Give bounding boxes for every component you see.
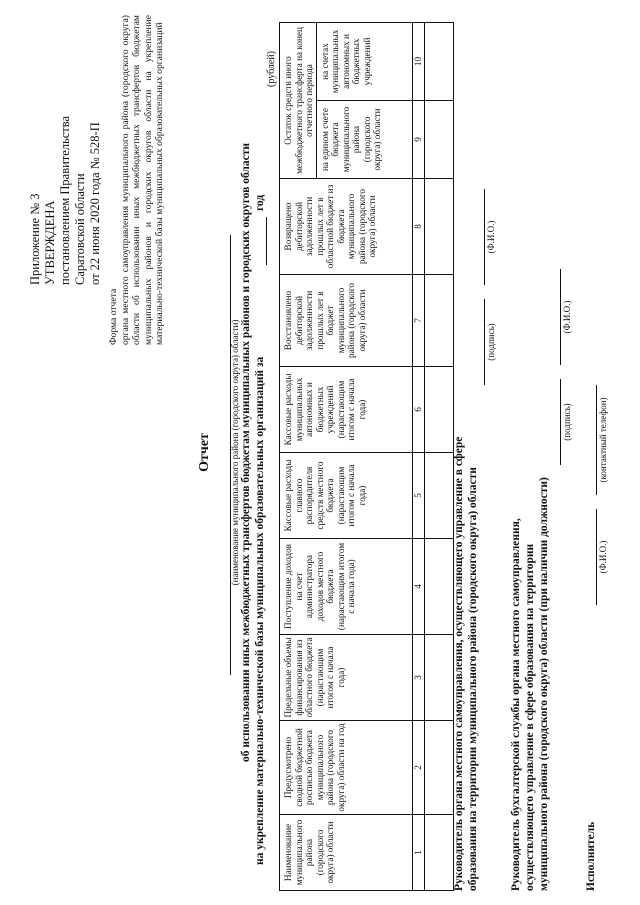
table-cell <box>425 179 454 275</box>
executor-phone-line <box>596 385 597 495</box>
column-number: 7 <box>413 275 425 367</box>
head-name-line <box>484 189 485 285</box>
report-table <box>279 22 454 891</box>
head-signature-line <box>484 299 485 385</box>
unit-note: (рублей) <box>266 50 277 87</box>
head-signature-label: Руководитель органа местного самоуправления, осуществляющего управление в сфере образования на территории муниципального района (городского округа) области <box>453 436 479 891</box>
column-number: 2 <box>413 721 425 815</box>
form-description-text: органа местного самоуправления муниципального района (городского округа) области об использовании иных межбюджетных трансфертов бюджетам муниципальных районов и городских округов области на укрепление материально-технической базы муниципальных образовательных организаций <box>119 15 165 345</box>
executor-name-line <box>596 509 597 605</box>
column-number: 8 <box>413 179 425 275</box>
report-subject-line-2: на укрепление материально-технической базы муниципальных образовательных организаций за <box>254 356 266 865</box>
table-cell <box>425 453 454 539</box>
table-cell <box>425 275 454 367</box>
column-number-row <box>413 22 425 890</box>
header-cell-8: Возвращено дебиторской задолженности прошлых лет в областной бюджет из бюджета муниципального района (городского округа) области <box>280 179 413 275</box>
header-group-remaining: Остаток средств иного межбюджетного трансферта на конец отчетного периода <box>280 22 317 178</box>
header-cell-10: на счетах муниципальных автономных и бюджетных учреждений <box>316 22 413 100</box>
table-cell <box>425 721 454 815</box>
approved-label: УТВЕРЖДЕНА <box>43 200 57 285</box>
header-cell-5: Кассовые расходы главного распорядителя средств местного бюджета (нарастающим итогом с начала года) <box>280 453 413 539</box>
phone-caption: (контактный телефон) <box>598 397 608 483</box>
name-caption: (Ф.И.О.) <box>598 540 608 574</box>
appendix-number: Приложение № 3 <box>28 193 42 285</box>
approval-block <box>28 25 103 285</box>
table-cell <box>425 635 454 721</box>
column-number: 3 <box>413 635 425 721</box>
resolution-date: от 22 июня 2020 года № 528-П <box>88 122 102 285</box>
header-cell-3: Предельные объемы финансирования из областного бюджета (нарастающим итогом с начала года) <box>280 635 413 721</box>
report-subject-line-1: об использовании иных межбюджетных трансфертов бюджетам муниципальных районов и городских округов области <box>240 142 252 763</box>
accountant-name-line <box>560 269 561 365</box>
column-number: 6 <box>413 367 425 453</box>
executor-label: Исполнитель <box>585 821 597 891</box>
form-label: Форма отчета <box>108 288 119 345</box>
region-label: Саратовской области <box>73 173 87 285</box>
column-number: 10 <box>413 22 425 100</box>
column-number: 5 <box>413 453 425 539</box>
column-number: 9 <box>413 101 425 179</box>
header-cell-4: Поступление доходов на счет администратора доходов местного бюджета (нарастающим итогом с начала года) <box>280 539 413 635</box>
header-cell-2: Предусмотрено сводной бюджетной росписью бюджета муниципального района (городского округа) области на год <box>280 721 413 815</box>
report-title: Отчет <box>197 433 212 472</box>
header-cell-6: Кассовые расходы муниципальных автономных и бюджетных учреждений (нарастающим итогом с начала года) <box>280 367 413 453</box>
signature-caption: (подпись) <box>486 323 496 361</box>
table-header-row <box>280 22 317 890</box>
table-row <box>425 22 454 890</box>
header-cell-9: на едином счете бюджета муниципального района (городского округа) области <box>316 101 413 179</box>
year-blank-line <box>266 217 267 265</box>
name-caption: (Ф.И.О.) <box>562 300 572 334</box>
column-number: 1 <box>413 815 425 891</box>
table-cell <box>425 539 454 635</box>
signature-caption: (подпись) <box>562 403 572 441</box>
header-cell-1: Наименование муниципального района (городского округа) области <box>280 815 413 891</box>
table-cell <box>425 22 454 100</box>
header-cell-7: Восстановлено дебиторской задолженности прошлых лет в бюджет муниципального района (городского округа) области <box>280 275 413 367</box>
year-suffix: год <box>254 194 266 211</box>
table-cell <box>425 815 454 891</box>
column-number: 4 <box>413 539 425 635</box>
accountant-signature-line <box>560 379 561 465</box>
table-cell <box>425 367 454 453</box>
resolution-label: постановлением Правительства <box>58 115 72 285</box>
accountant-signature-label: Руководитель бухгалтерской службы органа местного самоуправления, осуществляющего управление в сфере образования на территории муниципального района (городского округа) области (при наличии должности) <box>510 477 550 891</box>
form-description <box>108 15 166 345</box>
entity-caption: (наименование муниципального района (городского округа) области) <box>230 319 240 586</box>
name-caption: (Ф.И.О.) <box>486 220 496 254</box>
table-cell <box>425 101 454 179</box>
